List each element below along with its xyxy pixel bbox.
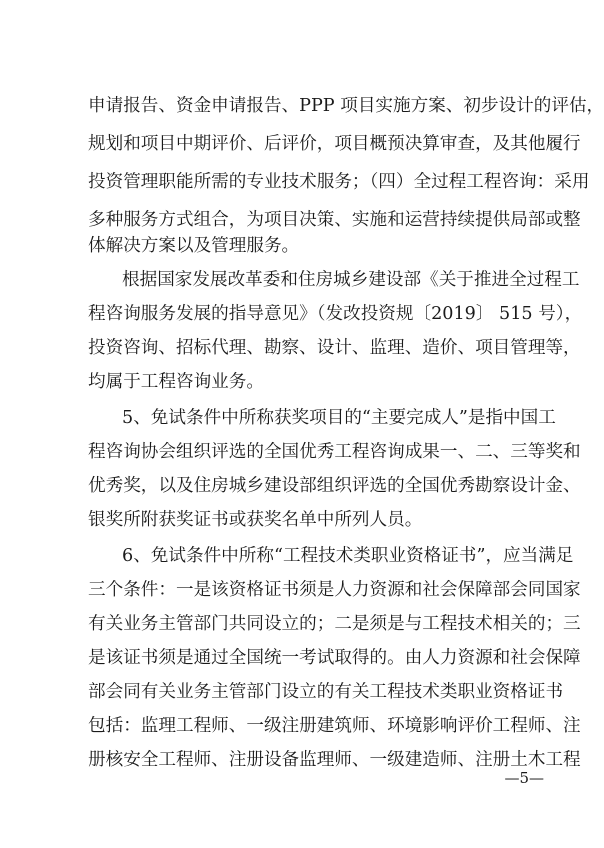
body-line-11: 程咨询协会组织评选的全国优秀工程咨询成果一、二、三等奖和 [88, 442, 581, 462]
body-line-1: 申请报告、资金申请报告、PPP 项目实施方案、初步设计的评估， [88, 96, 604, 116]
body-line-12: 优秀奖，以及住房城乡建设部组织评选的全国优秀勘察设计金、 [88, 476, 581, 496]
body-line-3: 投资管理职能所需的专业技术服务；（四）全过程工程咨询：采用 [88, 172, 590, 192]
body-line-10: 5、免试条件中所称获奖项目的“主要完成人”是指中国工 [122, 408, 556, 428]
body-line-19: 包括：监理工程师、一级注册建筑师、环境影响评价工程师、注 [88, 716, 581, 736]
body-line-8: 投资咨询、招标代理、勘察、设计、监理、造价、项目管理等， [88, 338, 581, 358]
body-line-17: 是该证书须是通过全国统一考试取得的。由人力资源和社会保障 [88, 648, 581, 668]
body-line-20: 册核安全工程师、注册设备监理师、一级建造师、注册土木工程 [88, 750, 581, 770]
body-line-9: 均属于工程咨询业务。 [88, 372, 264, 392]
page-number: —5— [504, 769, 544, 787]
body-line-15: 三个条件：一是该资格证书须是人力资源和社会保障部会同国家 [88, 580, 581, 600]
body-line-6: 根据国家发展改革委和住房城乡建设部《关于推进全过程工 [122, 270, 580, 290]
body-line-5: 体解决方案以及管理服务。 [88, 236, 300, 256]
body-line-18: 部会同有关业务主管部门设立的有关工程技术类职业资格证书 [88, 682, 564, 702]
body-line-16: 有关业务主管部门共同设立的；二是须是与工程技术相关的；三 [88, 614, 581, 634]
body-line-2: 规划和项目中期评价、后评价，项目概预决算审查，及其他履行 [88, 134, 581, 154]
body-line-13: 银奖所附获奖证书或获奖名单中所列人员。 [88, 510, 423, 530]
body-line-7: 程咨询服务发展的指导意见》（发改投资规〔2019〕 515 号）， [88, 304, 583, 324]
body-line-4: 多种服务方式组合，为项目决策、实施和运营持续提供局部或整 [88, 210, 581, 230]
body-line-14: 6、免试条件中所称“工程技术类职业资格证书”，应当满足 [122, 546, 574, 566]
